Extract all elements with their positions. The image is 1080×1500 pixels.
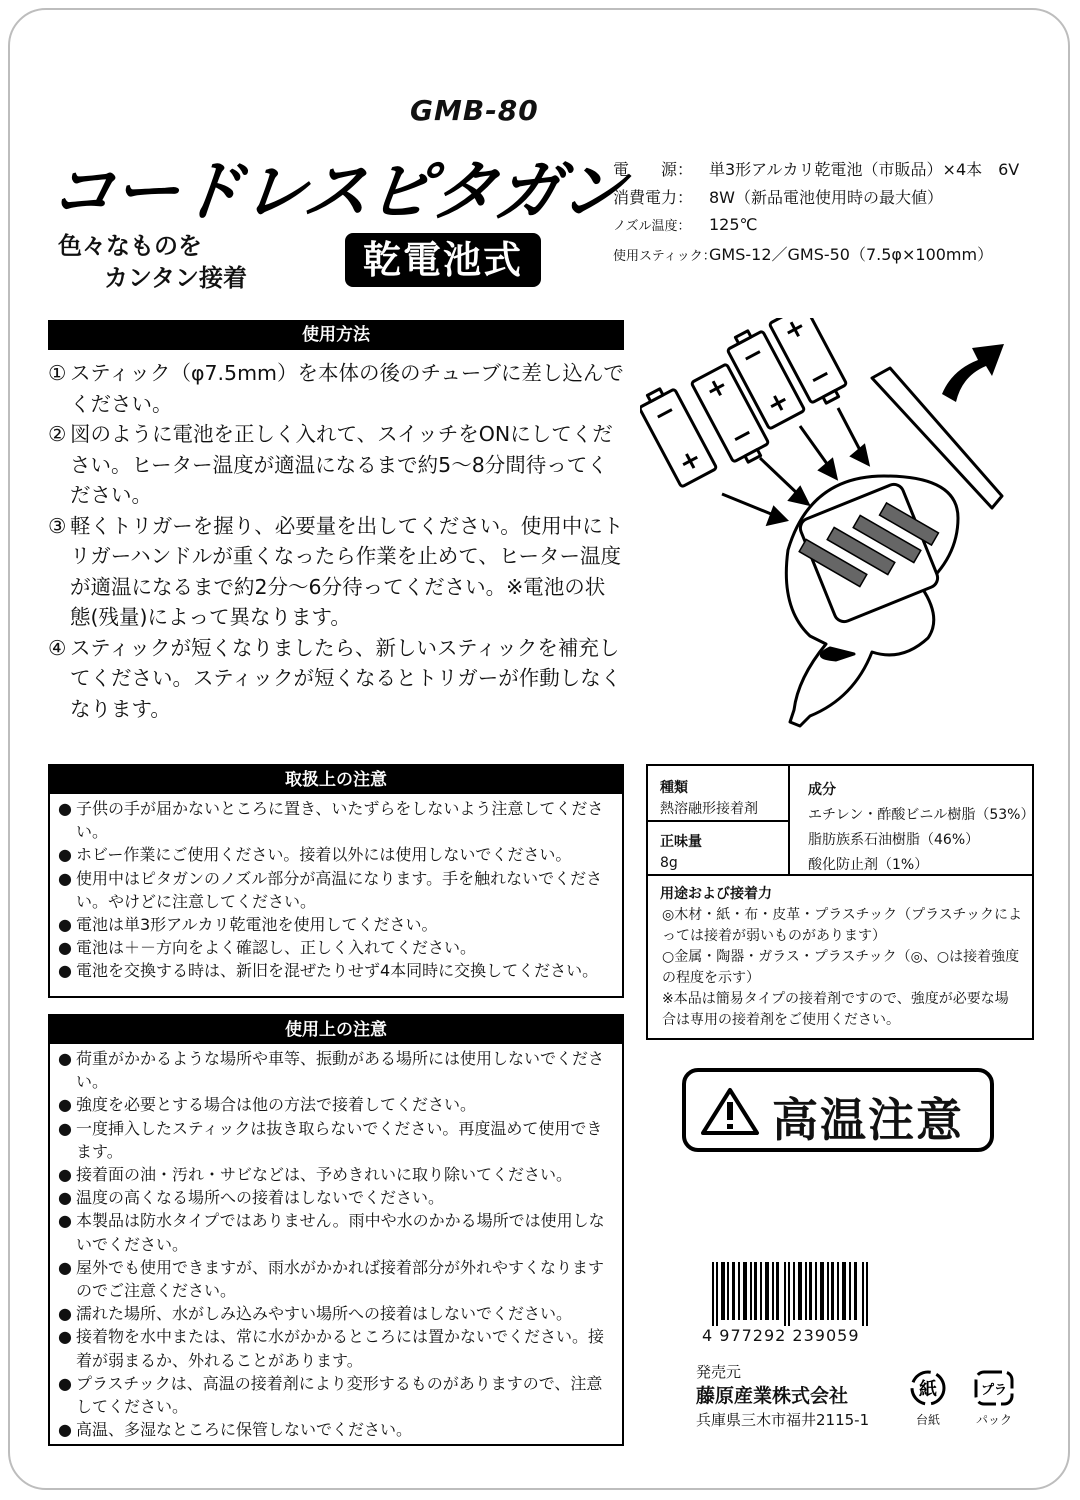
- list-item: ● 強度を必要とする場合は他の方法で接着してください。: [58, 1095, 477, 1115]
- spec-row: [613, 156, 1019, 184]
- spec-row: [613, 241, 1019, 271]
- howto-heading: 使用方法: [48, 320, 624, 350]
- step-text: 軽くトリガーを握り、必要量を出してください。使用中にトリガーハンドルが重くなったら作業を止めて、ヒーター温度が適温になるまで約2分～6分待ってください。※電池の状態(残量)によって異なります。: [70, 513, 624, 629]
- spec-list: [613, 156, 1019, 270]
- spec-row: [613, 184, 1019, 212]
- use-line: ○金属・陶器・ガラス・プラスチック（◎、○は接着強度の程度を示す）: [662, 949, 1020, 986]
- handling-list: [50, 794, 622, 983]
- paper-recycle-mark: [906, 1368, 950, 1428]
- spec-value: 8W（新品電池使用時の最大値）: [709, 187, 944, 207]
- product-title: コードレスピタガン: [45, 153, 628, 230]
- list-item: ● 電池を交換する時は、新旧を混ぜたりせず4本同時に交換してください。: [58, 961, 599, 981]
- list-item: ● 使用中はピタガンのノズル部分が高温になります。手を触れないでください。やけどに注意してください。: [58, 868, 603, 911]
- type-badge: 乾電池式: [345, 233, 541, 287]
- use-line: ◎木材・紙・布・皮革・プラスチック（プラスチックによっては接着が弱いものがあります）: [662, 907, 1022, 944]
- step-text: スティック（φ7.5mm）を本体の後のチューブに差し込んでください。: [70, 361, 624, 416]
- spec-value: 125℃: [709, 215, 758, 234]
- high-temp-warning: [682, 1068, 994, 1152]
- product-info-table: [646, 764, 1034, 1040]
- list-item: ● 接着物を水中または、常に水がかかるところには置かないでください。接着が弱まるか、外れることがあります。: [58, 1327, 605, 1370]
- vendor-info: [696, 1360, 869, 1432]
- net-label: 正味量: [660, 834, 702, 850]
- list-item: ● 屋外でも使用できますが、雨水がかかれば接着部分が外れやすくなりますのでご注意ください。: [58, 1257, 605, 1301]
- vendor-label: 発売元: [696, 1363, 742, 1381]
- list-item: ● 一度挿入したスティックは抜き取らないでください。再度温めて使用できます。: [58, 1118, 603, 1161]
- vendor-address: 兵庫県三木市福井2115-1: [696, 1411, 870, 1429]
- plastic-mark-text: プラ: [980, 1383, 1008, 1398]
- composition-value: 酸化防止剤（1%）: [808, 857, 929, 873]
- howto-step: [48, 511, 624, 633]
- barcode-number: 4 977292 239059: [702, 1326, 860, 1345]
- howto-section: [48, 320, 624, 724]
- usage-cautions: [48, 1014, 624, 1446]
- catch-line-2: カンタン接着: [104, 264, 248, 292]
- howto-step: [48, 419, 624, 511]
- warning-label: 高温注意: [772, 1093, 964, 1147]
- list-item: ● 接着面の油・汚れ・サビなどは、予めきれいに取り除いてください。: [58, 1165, 573, 1185]
- list-item: ● 濡れた場所、水がしみ込みやすい場所への接着はしないでください。: [58, 1304, 573, 1324]
- catch-copy: [58, 230, 247, 294]
- spec-value: 単3形アルカリ乾電池（市販品）×4本 6V: [709, 160, 1020, 179]
- paper-recycle-icon: [906, 1368, 950, 1408]
- paper-recycle-label: 台紙: [915, 1413, 940, 1427]
- barcode: [712, 1262, 868, 1326]
- step-text: スティックが短くなりましたら、新しいスティックを補充してください。スティックが短くなるとトリガーが作動しなくなります。: [70, 635, 622, 721]
- spec-key: 使用スティック：: [613, 248, 716, 264]
- vendor-company: 藤原産業株式会社: [696, 1385, 849, 1407]
- warning-icon: [700, 1086, 760, 1136]
- howto-step: [48, 358, 624, 419]
- list-item: ● 電池は＋－方向をよく確認し、正しく入れてください。: [58, 938, 477, 958]
- paper-mark-text: 紙: [919, 1379, 937, 1400]
- handling-cautions: [48, 764, 624, 998]
- step-number: ②: [48, 422, 67, 446]
- howto-step: [48, 633, 624, 725]
- list-item: ● ホビー作業にご使用ください。接着以外には使用しないでください。: [58, 845, 572, 865]
- list-item: ● プラスチックは、高温の接着剤により変形するものがありますので、注意してください。: [58, 1373, 603, 1417]
- composition-value: エチレン・酢酸ビニル樹脂（53%）: [808, 807, 1035, 823]
- howto-steps: [48, 358, 624, 724]
- spec-key: 消費電力：: [613, 187, 694, 207]
- open-arrow: [942, 344, 1004, 402]
- step-text: 図のように電池を正しく入れて、スイッチをONにしてください。ヒーター温度が適温になるまで約5～8分間待ってください。: [70, 422, 613, 507]
- list-item: ● 荷重がかかるような場所や車等、振動がある場所には使用しないでください。: [58, 1049, 605, 1092]
- usage-list: [50, 1044, 622, 1441]
- spec-value: GMS-12／GMS-50（7.5φ×100mm）: [709, 244, 994, 264]
- step-number: ④: [48, 635, 67, 660]
- battery-install-illustration: [640, 318, 1030, 758]
- step-number: ①: [48, 361, 67, 385]
- list-item: ● 子供の手が届かないところに置き、いたずらをしないよう注意してください。: [58, 799, 604, 842]
- list-item: ● 高温、多湿なところに保管しないでください。: [58, 1420, 413, 1440]
- usage-heading: 使用上の注意: [50, 1016, 622, 1044]
- list-item: ● 温度の高くなる場所への接着はしないでください。: [58, 1188, 445, 1208]
- plastic-recycle-label: パック: [975, 1413, 1012, 1427]
- step-number: ③: [48, 513, 67, 538]
- composition-value: 脂肪族系石油樹脂（46%）: [808, 832, 980, 848]
- kind-value: 熱溶融形接着剤: [660, 801, 758, 817]
- model-number: GMB-80: [410, 94, 539, 127]
- spec-key: ノズル温度：: [613, 219, 691, 234]
- net-value: 8g: [660, 855, 678, 871]
- spec-key: 電 源：: [613, 160, 694, 179]
- handling-heading: 取扱上の注意: [50, 766, 622, 794]
- use-label: 用途および接着力: [660, 886, 772, 902]
- composition-label: 成分: [808, 782, 836, 798]
- list-item: ● 電池は単3形アルカリ乾電池を使用してください。: [58, 915, 438, 935]
- list-item: ● 本製品は防水タイプではありません。雨中や水のかかる場所では使用しないでください。: [58, 1211, 605, 1254]
- catch-line-1: 色々なものを: [58, 232, 202, 260]
- kind-label: 種類: [660, 780, 688, 796]
- plastic-recycle-mark: [972, 1368, 1016, 1428]
- use-line: ※本品は簡易タイプの接着剤ですので、強度が必要な場合は専用の接着剤をご使用ください。: [662, 991, 1009, 1028]
- spec-row: [613, 211, 1019, 241]
- plastic-recycle-icon: [972, 1368, 1016, 1408]
